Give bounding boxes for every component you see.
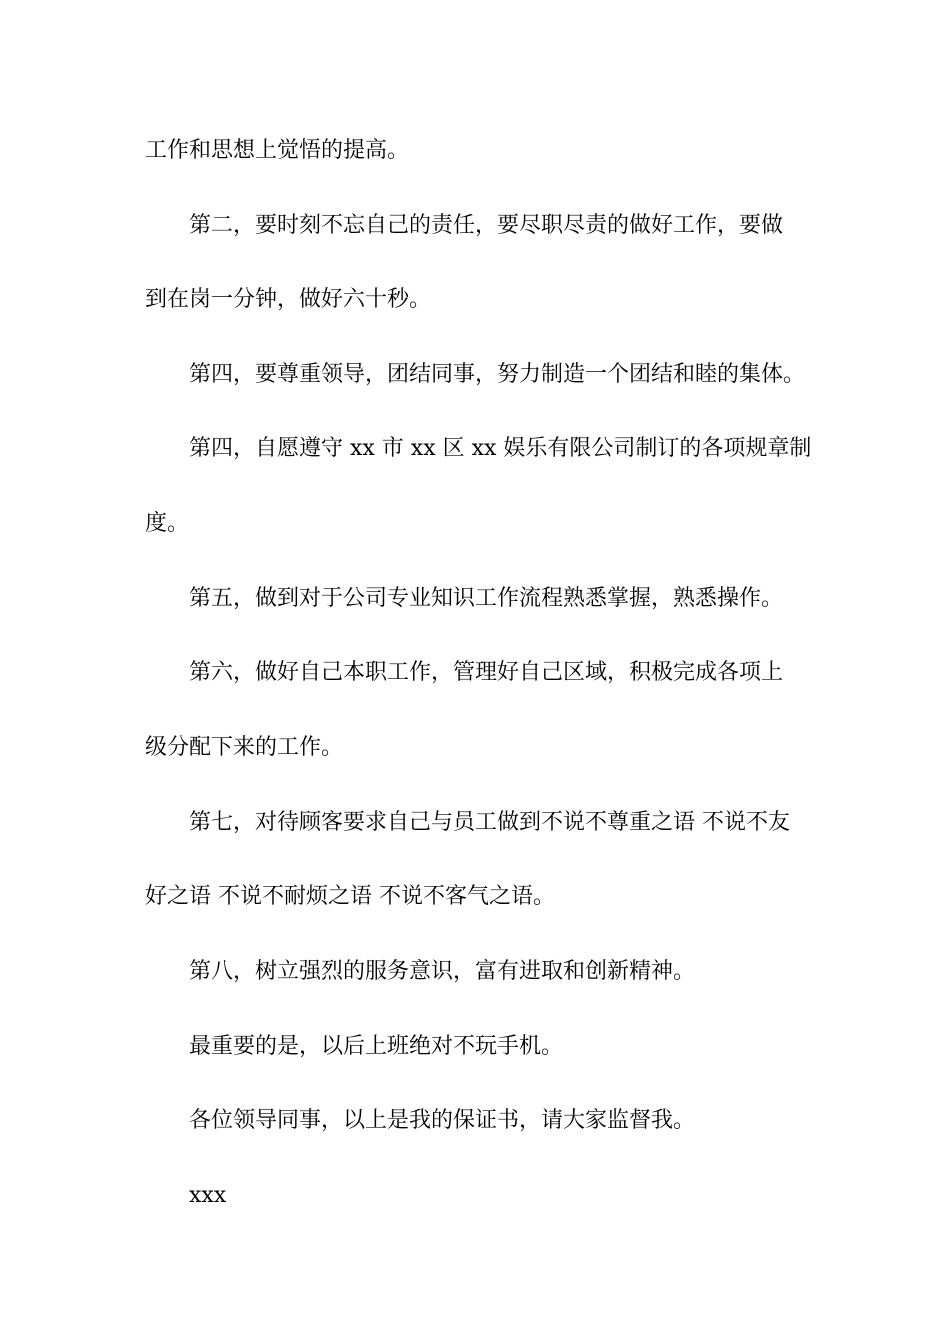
paragraph-eighth: 第八，树立强烈的服务意识，富有进取和创新精神。 — [189, 959, 696, 984]
paragraph-closing: 各位领导同事，以上是我的保证书，请大家监督我。 — [189, 1108, 696, 1133]
text-line-continuation: 好之语 不说不耐烦之语 不说不客气之语。 — [145, 884, 555, 909]
text-line-continuation: 级分配下来的工作。 — [145, 735, 344, 760]
paragraph-sixth: 第六，做好自己本职工作，管理好自己区域，积极完成各项上 — [189, 660, 784, 685]
signature-name: xxx — [189, 1183, 227, 1208]
paragraph-fourth-a: 第四，要尊重领导，团结同事，努力制造一个团结和睦的集体。 — [189, 362, 806, 387]
text-line-continuation: 到在岗一分钟，做好六十秒。 — [145, 287, 432, 312]
text-line-continuation: 度。 — [145, 511, 190, 536]
paragraph-fourth-b: 第四，自愿遵守 xx 市 xx 区 xx 娱乐有限公司制订的各项规章制 — [189, 436, 812, 461]
paragraph-fifth: 第五，做到对于公司专业知识工作流程熟悉掌握，熟悉操作。 — [189, 586, 784, 611]
paragraph-important: 最重要的是，以后上班绝对不玩手机。 — [189, 1034, 564, 1059]
paragraph-second: 第二，要时刻不忘自己的责任，要尽职尽责的做好工作，要做 — [189, 213, 784, 238]
paragraph-seventh: 第七，对待顾客要求自己与员工做到不说不尊重之语 不说不友 — [189, 810, 790, 835]
text-line-continuation: 工作和思想上觉悟的提高。 — [145, 138, 410, 163]
